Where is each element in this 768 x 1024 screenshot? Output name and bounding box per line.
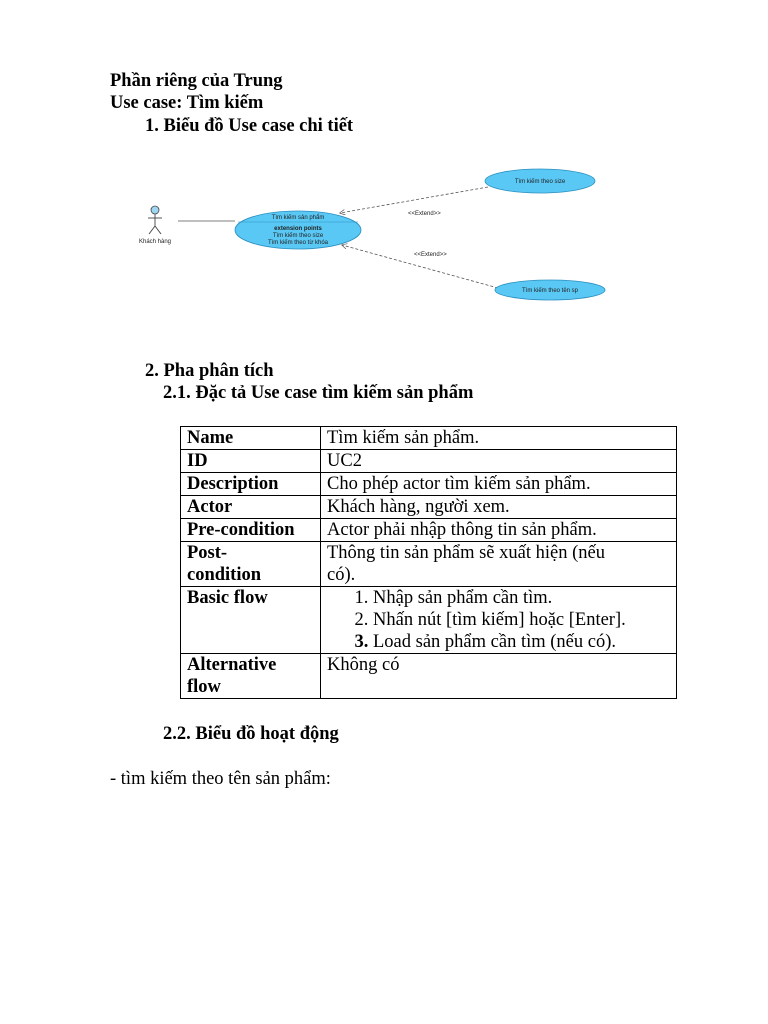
extension-point-size: Tìm kiếm theo size — [272, 233, 324, 239]
row-value-line: có). — [327, 565, 356, 585]
section-2-1-heading: 2.1. Đặc tả Use case tìm kiếm sản phẩm — [163, 383, 474, 403]
row-value — [321, 587, 677, 654]
row-value: UC2 — [321, 450, 677, 473]
row-key — [181, 654, 321, 699]
list-item: 1. Nhập sản phẩm cần tìm. — [373, 587, 670, 609]
row-value: Khách hàng, người xem. — [321, 496, 677, 519]
row-key-line: Alternative — [187, 655, 277, 675]
list-item: 2. Nhấn nút [tìm kiếm] hoặc [Enter]. — [373, 609, 670, 631]
usecase-size-label: Tìm kiếm theo size — [514, 179, 566, 185]
table-row — [181, 450, 677, 473]
row-key: Actor — [181, 496, 321, 519]
table-row — [181, 496, 677, 519]
use-case-spec-table — [180, 426, 677, 699]
actor-label: Khách hàng — [138, 239, 172, 245]
table-row — [181, 587, 677, 654]
extension-points-label: extension points — [274, 226, 322, 232]
row-key-line: condition — [187, 565, 262, 585]
section-2-2-heading: 2.2. Biểu đồ hoạt động — [163, 724, 339, 744]
table-row — [181, 654, 677, 699]
section-1-heading: 1. Biểu đồ Use case chi tiết — [145, 116, 354, 136]
extend-arrow-size — [340, 187, 488, 213]
row-key-line: Post- — [187, 543, 228, 563]
main-usecase-label: Tìm kiếm sản phẩm — [271, 215, 325, 221]
activity-note: - tìm kiếm theo tên sản phẩm: — [110, 769, 331, 789]
usecase-name-label: Tìm kiếm theo tên sp — [521, 288, 579, 294]
table-row — [181, 519, 677, 542]
row-value: Cho phép actor tìm kiếm sản phẩm. — [321, 473, 677, 496]
extend-label-size: <<Extend>> — [408, 211, 441, 217]
list-item: 3. Load sản phẩm cần tìm (nếu có). — [373, 631, 670, 653]
row-value: Actor phải nhập thông tin sản phẩm. — [321, 519, 677, 542]
row-value: Không có — [321, 654, 677, 699]
table-row — [181, 473, 677, 496]
row-key — [181, 542, 321, 587]
row-key: Description — [181, 473, 321, 496]
row-key: Basic flow — [181, 587, 321, 654]
row-value-line: Thông tin sản phẩm sẽ xuất hiện (nếu — [327, 543, 605, 563]
use-case-diagram — [120, 160, 620, 310]
row-value — [321, 542, 677, 587]
table-row — [181, 542, 677, 587]
page-title: Phần riêng của Trung — [110, 71, 283, 91]
extension-point-keyword: Tìm kiếm theo từ khóa — [267, 240, 329, 246]
row-key-line: flow — [187, 677, 221, 697]
row-key: Pre-condition — [181, 519, 321, 542]
table-row — [181, 427, 677, 450]
section-2-heading: 2. Pha phân tích — [145, 361, 274, 381]
use-case-title: Use case: Tìm kiếm — [110, 93, 264, 113]
row-key: ID — [181, 450, 321, 473]
basic-flow-list — [327, 587, 670, 653]
actor-icon — [148, 206, 162, 234]
row-key: Name — [181, 427, 321, 450]
row-value: Tìm kiếm sản phẩm. — [321, 427, 677, 450]
extend-label-name: <<Extend>> — [414, 252, 447, 258]
